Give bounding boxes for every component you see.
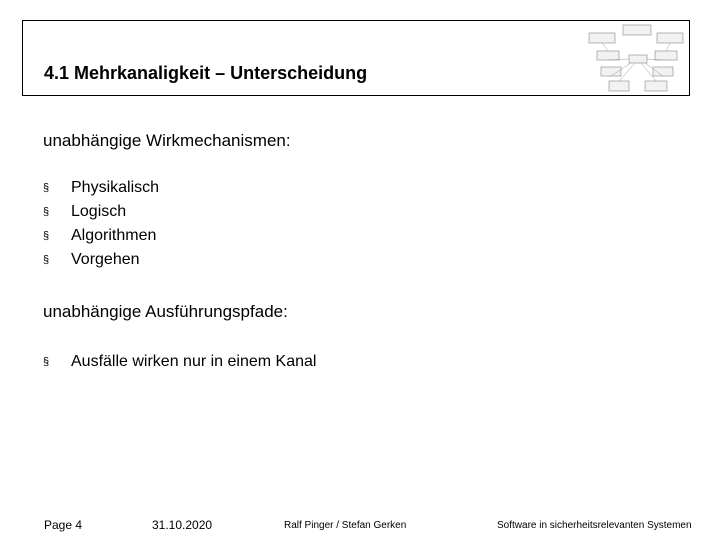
list-item (43, 200, 159, 224)
bullet-icon: § (43, 206, 50, 218)
v-model-diagram-icon (585, 23, 689, 95)
list-item (43, 350, 316, 374)
bullet-icon: § (43, 230, 50, 242)
slide-title: 4.1 Mehrkanaligkeit – Unterscheidung (44, 63, 368, 83)
footer-course: Software in sicherheitsrelevanten Systemen (497, 520, 692, 531)
section-heading-mechanisms: unabhängige Wirkmechanismen: (43, 131, 291, 150)
bullet-list-mechanisms (43, 176, 159, 272)
footer-date: 31.10.2020 (152, 518, 213, 532)
footer-page-number: Page 4 (44, 518, 83, 532)
list-item (43, 176, 159, 200)
bullet-icon: § (43, 182, 50, 194)
bullet-list-paths (43, 350, 316, 374)
bullet-icon: § (43, 254, 50, 266)
list-item-label: Ausfälle wirken nur in einem Kanal (71, 353, 317, 370)
list-item-label: Vorgehen (71, 251, 140, 268)
footer-authors: Ralf Pinger / Stefan Gerken (284, 520, 407, 531)
list-item-label: Logisch (71, 203, 127, 220)
list-item-label: Physikalisch (71, 179, 160, 196)
list-item-label: Algorithmen (71, 227, 157, 244)
header-box (22, 20, 690, 96)
list-item (43, 248, 159, 272)
section-heading-paths: unabhängige Ausführungspfade: (43, 302, 288, 321)
bullet-icon: § (43, 356, 50, 368)
list-item (43, 224, 159, 248)
